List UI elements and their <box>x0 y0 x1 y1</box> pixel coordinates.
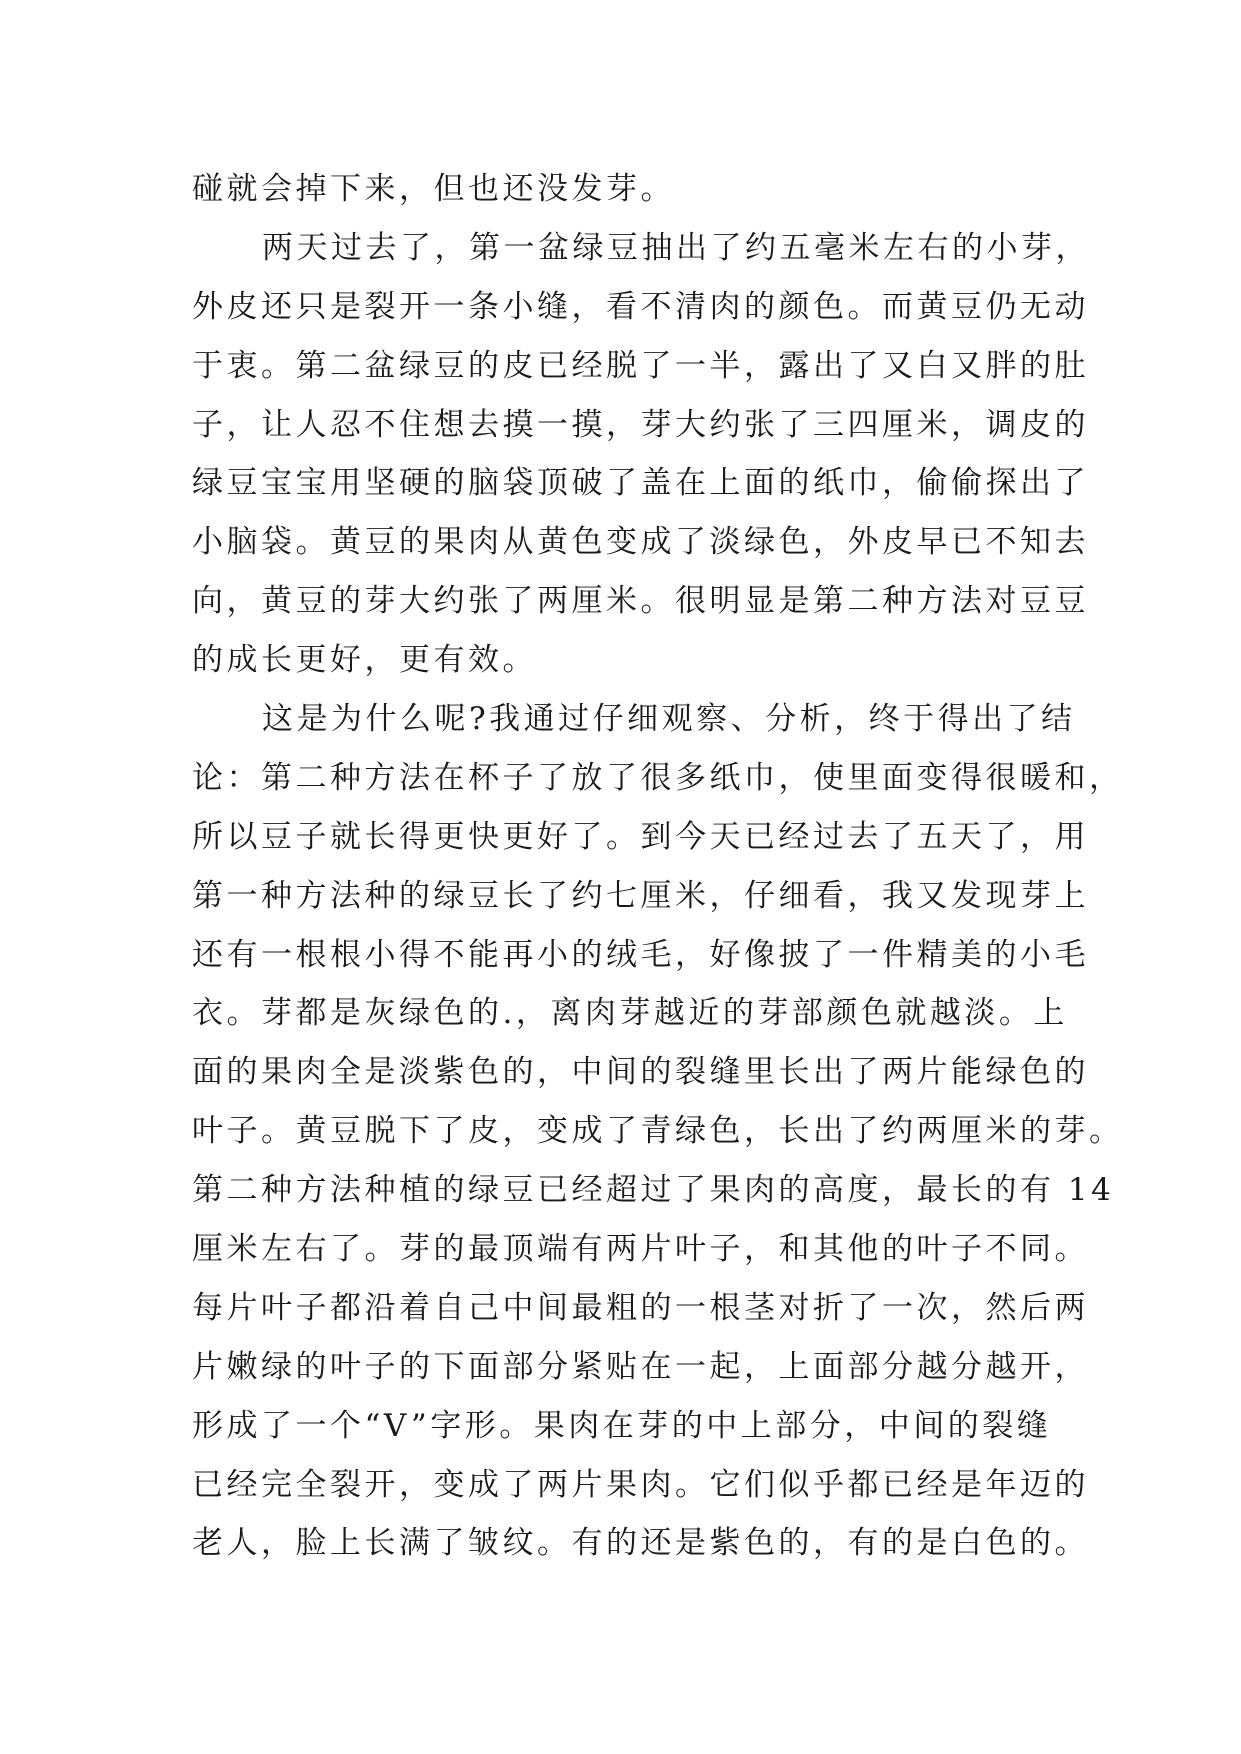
text-line: 两天过去了，第一盆绿豆抽出了约五毫米左右的小芽， <box>262 229 1090 266</box>
text-line: 还有一根根小得不能再小的绒毛，好像披了一件精美的小毛 <box>192 936 1089 973</box>
text-line: 论：第二种方法在杯子了放了很多纸巾，使里面变得很暖和， <box>192 759 1124 796</box>
text-line: 绿豆宝宝用坚硬的脑袋顶破了盖在上面的纸巾，偷偷探出了 <box>192 465 1089 502</box>
text-line: 厘米左右了。芽的最顶端有两片叶子，和其他的叶子不同。 <box>192 1231 1089 1268</box>
text-line: 第二种方法种植的绿豆已经超过了果肉的高度，最长的有 14 <box>192 1172 1115 1209</box>
text-line: 形成了一个“V”字形。果肉在芽的中上部分，中间的裂缝 <box>192 1407 1052 1444</box>
text-line: 小脑袋。黄豆的果肉从黄色变成了淡绿色，外皮早已不知去 <box>192 524 1089 561</box>
text-line: 面的果肉全是淡紫色的，中间的裂缝里长出了两片能绿色的 <box>192 1054 1089 1091</box>
text-line: 叶子。黄豆脱下了皮，变成了青绿色，长出了约两厘米的芽。 <box>192 1113 1124 1150</box>
text-line: 第一种方法种的绿豆长了约七厘米，仔细看，我又发现芽上 <box>192 877 1089 914</box>
text-line: 这是为什么呢?我通过仔细观察、分析，终于得出了结 <box>262 701 1076 738</box>
text-line: 每片叶子都沿着自己中间最粗的一根茎对折了一次，然后两 <box>192 1289 1089 1326</box>
text-line: 于衷。第二盆绿豆的皮已经脱了一半，露出了又白又胖的肚 <box>192 347 1089 384</box>
text-line: 子，让人忍不住想去摸一摸，芽大约张了三四厘米，调皮的 <box>192 406 1089 443</box>
text-line: 所以豆子就长得更快更好了。到今天已经过去了五天了，用 <box>192 818 1089 855</box>
text-line: 衣。芽都是灰绿色的.，离肉芽越近的芽部颜色就越淡。上 <box>192 995 1068 1032</box>
text-line: 老人，脸上长满了皱纹。有的还是紫色的，有的是白色的。 <box>192 1525 1089 1562</box>
text-line: 碰就会掉下来，但也还没发芽。 <box>192 171 675 207</box>
body-text <box>192 160 1124 1573</box>
text-line: 片嫩绿的叶子的下面部分紧贴在一起，上面部分越分越开， <box>192 1348 1089 1385</box>
text-line: 外皮还只是裂开一条小缝，看不清肉的颜色。而黄豆仍无动 <box>192 288 1089 325</box>
text-line: 的成长更好，更有效。 <box>192 642 537 679</box>
text-line: 向，黄豆的芽大约张了两厘米。很明显是第二种方法对豆豆 <box>192 583 1089 620</box>
text-line: 已经完全裂开，变成了两片果肉。它们似乎都已经是年迈的 <box>192 1466 1089 1503</box>
